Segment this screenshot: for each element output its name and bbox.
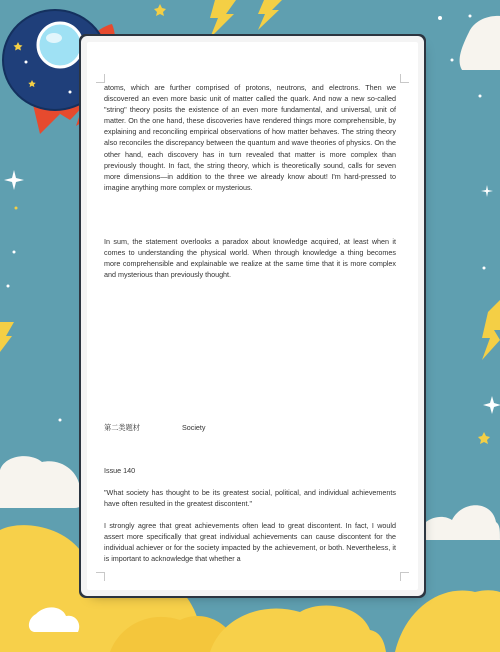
crop-mark: [400, 74, 409, 83]
crop-mark: [96, 572, 105, 581]
crop-mark: [400, 572, 409, 581]
section-header: [104, 423, 206, 433]
body-paragraph: I strongly agree that great achievements often lead to great discontent. In fact, I would assert more specifically that great individual achievements can cause discontent for the individual achiever or for the society impacted by the achievement, or both. Nevertheless, it is important to acknowledge that whether a: [104, 521, 396, 564]
issue-heading: Issue 140: [104, 466, 136, 475]
document-page: [87, 42, 418, 590]
body-paragraph: In sum, the statement overlooks a paradox about knowledge acquired, at least when it comes to understanding the physical world. When through knowledge a thing becomes more comprehensible and explainable we realize at the same time that it is more complex and mysterious than previously thought.: [104, 237, 396, 280]
section-label: 第二类题材: [104, 423, 140, 432]
issue-prompt: "What society has thought to be its greatest social, political, and individual achievements have often resulted in the greatest discontent.": [104, 488, 396, 509]
section-topic: Society: [181, 423, 206, 432]
body-paragraph: atoms, which are further comprised of protons, neutrons, and electrons. Then we discovered an even more basic unit of matter called the quark. And now a new so-called "string" theory posits the existence of an even more fundamental, and universal, unit of matter. On the one hand, these discoveries have rendered things more comprehensible, by explaining and reconciling empirical observations of how matter behaves. The string theory also reconciles the discrepancy between the quantum and wave theories of physics. On the other hand, each discovery has in turn revealed that matter is more complex than previously thought. In fact, the string theory, which is theoretically sound, calls for seven more dimensions—in addition to the three we already know about! I'm hard-pressed to imagine anything more complex or mysterious.: [104, 83, 396, 192]
